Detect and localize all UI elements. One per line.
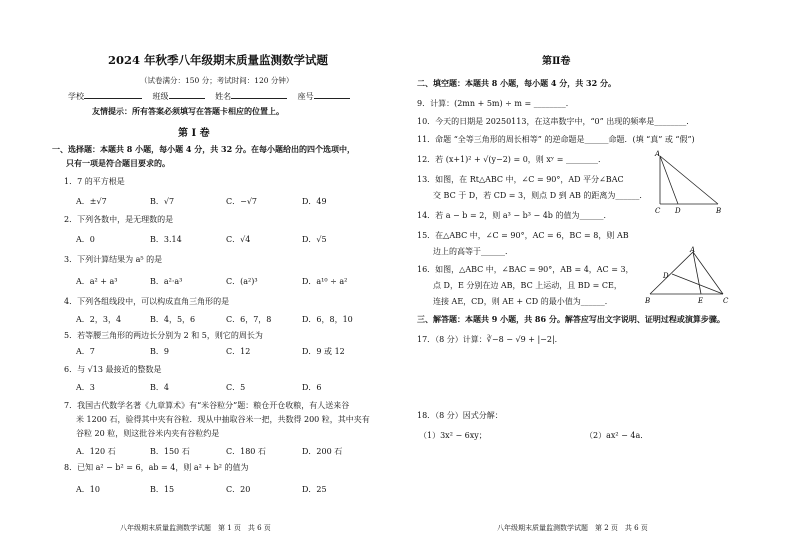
fig13-label-c: C <box>655 207 661 215</box>
q3-option-b: B．a²·a³ <box>150 277 183 286</box>
q4-option-c: C．6，7，8 <box>226 315 272 324</box>
q5-option-c: C．12 <box>226 347 251 356</box>
question-18: 18．（8 分）因式分解： <box>417 411 503 420</box>
q4-option-b: B．4，5，6 <box>150 315 196 324</box>
question-13-line2: 交 BC 于 D，若 CD = 3，则点 D 到 AB 的距离为______． <box>433 191 648 200</box>
fig16-label-c: C <box>723 297 729 305</box>
q2-option-b: B．3.14 <box>150 235 182 244</box>
q6-option-a: A．3 <box>76 383 95 392</box>
question-18-part2: （2）ax² − 4a． <box>585 431 649 440</box>
q5-option-b: B．9 <box>150 347 169 356</box>
fig13-label-b: B <box>716 207 722 215</box>
q6-option-d: D．6 <box>302 383 322 392</box>
q5-option-a: A．7 <box>76 347 95 356</box>
page-footer-1: 八年级期末质量监测数学试题 第 1 页 共 6 页 <box>120 524 271 532</box>
question-5: 5．若等腰三角形的两边长分别为 2 和 5，则它的周长为 <box>64 331 263 340</box>
page-footer-2: 八年级期末质量监测数学试题 第 2 页 共 6 页 <box>497 524 648 532</box>
question-17: 17．（8 分）计算：∛−8 − √9 + |−2|． <box>417 335 563 344</box>
figure-16 <box>645 246 737 306</box>
fig13-label-d: D <box>675 207 681 215</box>
question-16-line2: 点 D，E 分别在边 AB，BC 上运动，且 BD = CE， <box>433 281 622 290</box>
question-1: 1．7 的平方根是 <box>64 177 125 186</box>
fig16-side-ab <box>650 252 693 294</box>
question-2: 2．下列各数中，是无理数的是 <box>64 215 174 224</box>
question-18-part1: （1）3x² − 6xy； <box>419 431 487 440</box>
fig13-label-a: A <box>655 150 661 158</box>
q2-option-a: A．0 <box>76 235 95 244</box>
question-16-line3: 连接 AE，CD，则 AE + CD 的最小值为______． <box>433 297 613 306</box>
q6-option-c: C．5 <box>226 383 246 392</box>
section-one-line2: 只有一项是符合题目要求的。 <box>66 158 170 168</box>
section-three-header: 三、解答题：本题共 9 小题，共 86 分。解答应写出文字说明、证明过程或演算步骤。 <box>417 314 725 324</box>
figure-13 <box>652 150 732 216</box>
question-9: 9．计算：(2mn + 5m) ÷ m = ________． <box>417 99 574 108</box>
fig16-label-d: D <box>663 272 669 280</box>
question-15-line1: 15．在△ABC 中，∠C = 90°，AC = 6，BC = 8，则 AB <box>417 231 629 240</box>
question-10: 10．今天的日期是 20250113，在这串数字中，“0” 出现的频率是________． <box>417 117 695 126</box>
seat-label: 座号 <box>297 92 314 101</box>
class-label: 班级 <box>152 92 169 101</box>
question-11: 11．命题 “全等三角形的周长相等” 的逆命题是______命题．(填 “真” 或 “假”) <box>417 135 695 144</box>
fig16-label-b: B <box>645 297 651 305</box>
question-8: 8．已知 a² − b² = 6，ab = 4，则 a² + b² 的值为 <box>64 463 249 472</box>
volume-one-header: 第 Ⅰ 卷 <box>178 128 210 139</box>
question-6: 6．与 √13 最接近的整数是 <box>64 365 162 374</box>
q3-option-d: D．a¹⁰ ÷ a² <box>302 277 348 286</box>
q1-option-d: D．49 <box>302 197 327 206</box>
question-7-line1: 7．我国古代数学名著《九章算术》有“米谷粒分”题：粮仓开仓收粮，有人送来谷 <box>64 401 350 410</box>
question-12: 12．若 (x+1)² + √(y−2) = 0，则 xʸ = ________． <box>417 155 607 164</box>
right-page <box>397 0 794 550</box>
friendly-tip: 友情提示：所有答案必须填写在答题卡相应的位置上。 <box>92 106 284 116</box>
fig16-segment-ae <box>693 252 701 294</box>
q7-option-c: C．180 石 <box>226 447 266 456</box>
school-label: 学校 <box>68 92 84 101</box>
q4-option-d: D．6，8，10 <box>302 315 353 324</box>
question-7-line3: 谷粒 20 粒，则这批谷米内夹有谷粒约是 <box>76 429 220 438</box>
exam-title: 2024 年秋季八年级期末质量监测数学试题 <box>108 53 329 67</box>
q8-option-d: D．25 <box>302 485 327 494</box>
q3-option-a: A．a² + a³ <box>76 277 118 286</box>
q2-option-c: C．√4 <box>226 235 251 244</box>
q6-option-b: B．4 <box>150 383 169 392</box>
school-blank <box>84 90 142 99</box>
fig16-label-e: E <box>698 297 704 305</box>
q2-option-d: D．√5 <box>302 235 327 244</box>
q3-option-c: C．(a²)³ <box>226 277 258 286</box>
q7-option-b: B．150 石 <box>150 447 190 456</box>
name-blank <box>231 90 287 99</box>
q7-option-a: A．120 石 <box>76 447 116 456</box>
question-16-line1: 16．如图，△ABC 中，∠BAC = 90°，AB = 4，AC = 3， <box>417 265 634 274</box>
class-blank <box>169 90 205 99</box>
section-two-header: 二、填空题：本题共 8 小题，每小题 4 分，共 32 分。 <box>417 78 616 88</box>
question-13-line1: 13．如图，在 Rt△ABC 中，∠C = 90°，AD 平分∠BAC <box>417 175 624 184</box>
q4-option-a: A．2，3，4 <box>76 315 122 324</box>
seat-blank <box>314 90 350 99</box>
exam-meta: （试卷满分：150 分；考试时间：120 分钟） <box>140 76 294 85</box>
q7-option-d: D．200 石 <box>302 447 343 456</box>
q1-option-b: B．√7 <box>150 197 175 206</box>
question-14: 14．若 a − b = 2，则 a³ − b³ − 4b 的值为______． <box>417 211 612 220</box>
section-one-line1: 一、选择题：本题共 8 小题，每小题 4 分，共 32 分。在每小题给出的四个选项中， <box>52 144 355 154</box>
q5-option-d: D．9 或 12 <box>302 347 345 356</box>
q8-option-c: C．20 <box>226 485 251 494</box>
q8-option-b: B．15 <box>150 485 175 494</box>
question-15-line2: 边上的高等于______． <box>433 247 513 256</box>
q8-option-a: A．10 <box>76 485 100 494</box>
name-label: 姓名 <box>215 92 232 101</box>
question-3: 3．下列计算结果为 a⁵ 的是 <box>64 255 163 264</box>
q1-option-c: C．−√7 <box>226 197 258 206</box>
question-7-line2: 米 1200 石，验得其中夹有谷粒．现从中抽取谷米一把，共数得 200 粒，其中夹有 <box>76 415 370 424</box>
question-4: 4．下列各组线段中，可以构成直角三角形的是 <box>64 297 230 306</box>
volume-two-header: 第Ⅱ卷 <box>542 56 571 67</box>
info-fields <box>68 90 350 102</box>
q1-option-a: A．±√7 <box>76 197 107 206</box>
fig16-label-a: A <box>690 246 696 254</box>
